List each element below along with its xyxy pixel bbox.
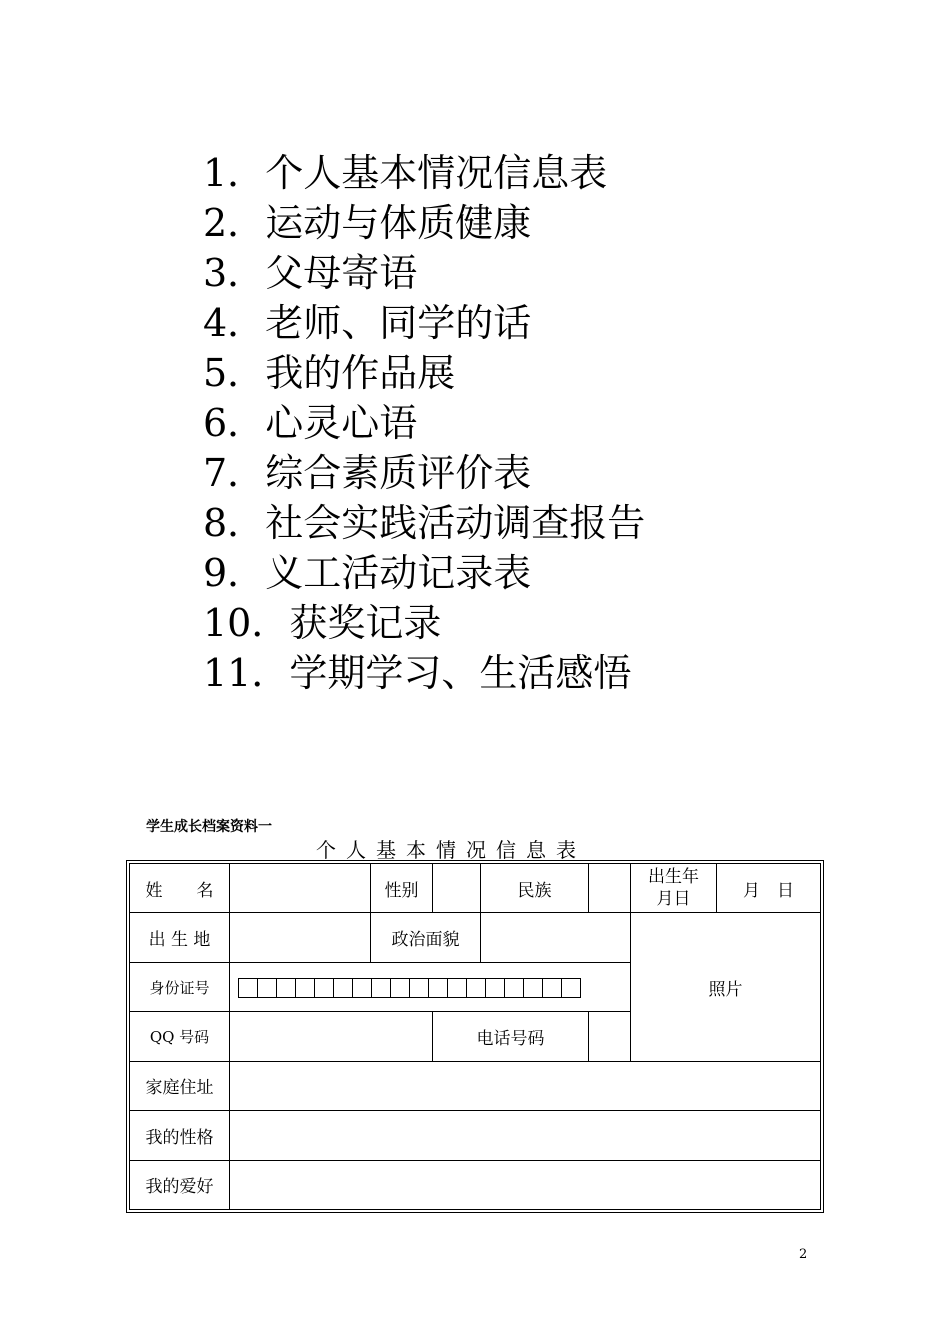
toc-text: 老师、同学的话 — [265, 301, 532, 345]
toc-text: 个人基本情况信息表 — [265, 151, 608, 195]
address-field[interactable] — [230, 1061, 821, 1110]
id-digit-box[interactable] — [238, 978, 257, 998]
toc-item — [203, 298, 645, 348]
toc-number: 3． — [203, 251, 266, 295]
toc-number: 8． — [203, 501, 266, 545]
personality-field[interactable] — [230, 1111, 821, 1160]
name-field[interactable] — [230, 864, 371, 913]
id-digit-box[interactable] — [409, 978, 428, 998]
toc-number: 1． — [203, 151, 266, 195]
toc-number: 9． — [203, 551, 266, 595]
ethnicity-field[interactable] — [589, 864, 631, 913]
toc-item — [203, 248, 645, 298]
table-of-contents — [203, 148, 645, 698]
toc-number: 4． — [203, 301, 266, 345]
id-digit-box[interactable] — [295, 978, 314, 998]
form-title: 个人基本情况信息表 — [316, 838, 586, 862]
personal-info-table — [129, 863, 821, 1210]
birth-label-line1: 出生年 — [648, 867, 699, 888]
id-digit-box[interactable] — [504, 978, 523, 998]
table-row — [130, 1160, 821, 1209]
table-row — [130, 1061, 821, 1110]
toc-text: 义工活动记录表 — [265, 551, 532, 595]
phone-field[interactable] — [589, 1012, 631, 1061]
id-number-label: 身份证号 — [130, 962, 230, 1011]
toc-item — [203, 448, 645, 498]
birth-date-label — [631, 864, 717, 913]
name-label: 姓 名 — [130, 864, 230, 913]
political-status-label: 政治面貌 — [371, 913, 481, 962]
id-digit-box[interactable] — [428, 978, 447, 998]
toc-text: 获奖记录 — [289, 601, 442, 645]
toc-item — [203, 398, 645, 448]
gender-field[interactable] — [433, 864, 481, 913]
birthplace-label: 出 生 地 — [130, 913, 230, 962]
birth-date-field[interactable]: 月 日 — [717, 864, 821, 913]
id-number-boxes — [238, 978, 630, 997]
id-digit-box[interactable] — [314, 978, 333, 998]
id-digit-box[interactable] — [352, 978, 371, 998]
toc-item — [203, 598, 645, 648]
table-row — [130, 864, 821, 913]
hobby-label: 我的爱好 — [130, 1160, 230, 1209]
page-number: 2 — [799, 1247, 808, 1262]
id-digit-box[interactable] — [561, 978, 581, 998]
id-digit-box[interactable] — [257, 978, 276, 998]
table-row — [130, 913, 821, 962]
toc-item — [203, 198, 645, 248]
toc-text: 心灵心语 — [265, 401, 418, 445]
id-number-field[interactable] — [230, 962, 631, 1011]
phone-label: 电话号码 — [433, 1012, 589, 1061]
toc-number: 6． — [203, 401, 266, 445]
photo-box: 照片 — [631, 913, 821, 1061]
id-digit-box[interactable] — [542, 978, 561, 998]
toc-text: 父母寄语 — [265, 251, 418, 295]
table-row — [130, 1111, 821, 1160]
toc-item — [203, 498, 645, 548]
id-digit-box[interactable] — [276, 978, 295, 998]
qq-field[interactable] — [230, 1012, 433, 1061]
toc-item — [203, 548, 645, 598]
toc-number: 11． — [203, 651, 290, 695]
document-label: 学生成长档案资料一 — [146, 819, 272, 835]
qq-label: QQ 号码 — [130, 1012, 230, 1061]
id-digit-box[interactable] — [390, 978, 409, 998]
birth-label-line2: 月日 — [656, 889, 691, 910]
id-digit-box[interactable] — [466, 978, 485, 998]
id-digit-box[interactable] — [333, 978, 352, 998]
address-label: 家庭住址 — [130, 1061, 230, 1110]
toc-item — [203, 348, 645, 398]
birthplace-field[interactable] — [230, 913, 371, 962]
toc-text: 运动与体质健康 — [265, 201, 532, 245]
toc-text: 学期学习、生活感悟 — [289, 651, 632, 695]
hobby-field[interactable] — [230, 1160, 821, 1209]
toc-item — [203, 148, 645, 198]
gender-label: 性别 — [371, 864, 433, 913]
toc-number: 2． — [203, 201, 266, 245]
toc-number: 5． — [203, 351, 266, 395]
toc-text: 我的作品展 — [265, 351, 456, 395]
id-digit-box[interactable] — [523, 978, 542, 998]
toc-text: 社会实践活动调查报告 — [265, 501, 646, 545]
id-digit-box[interactable] — [371, 978, 390, 998]
toc-text: 综合素质评价表 — [265, 451, 532, 495]
personality-label: 我的性格 — [130, 1111, 230, 1160]
id-digit-box[interactable] — [447, 978, 466, 998]
id-digit-box[interactable] — [485, 978, 504, 998]
toc-item — [203, 648, 645, 698]
toc-number: 7． — [203, 451, 266, 495]
ethnicity-label: 民族 — [481, 864, 589, 913]
political-status-field[interactable] — [481, 913, 631, 962]
toc-number: 10． — [203, 601, 290, 645]
